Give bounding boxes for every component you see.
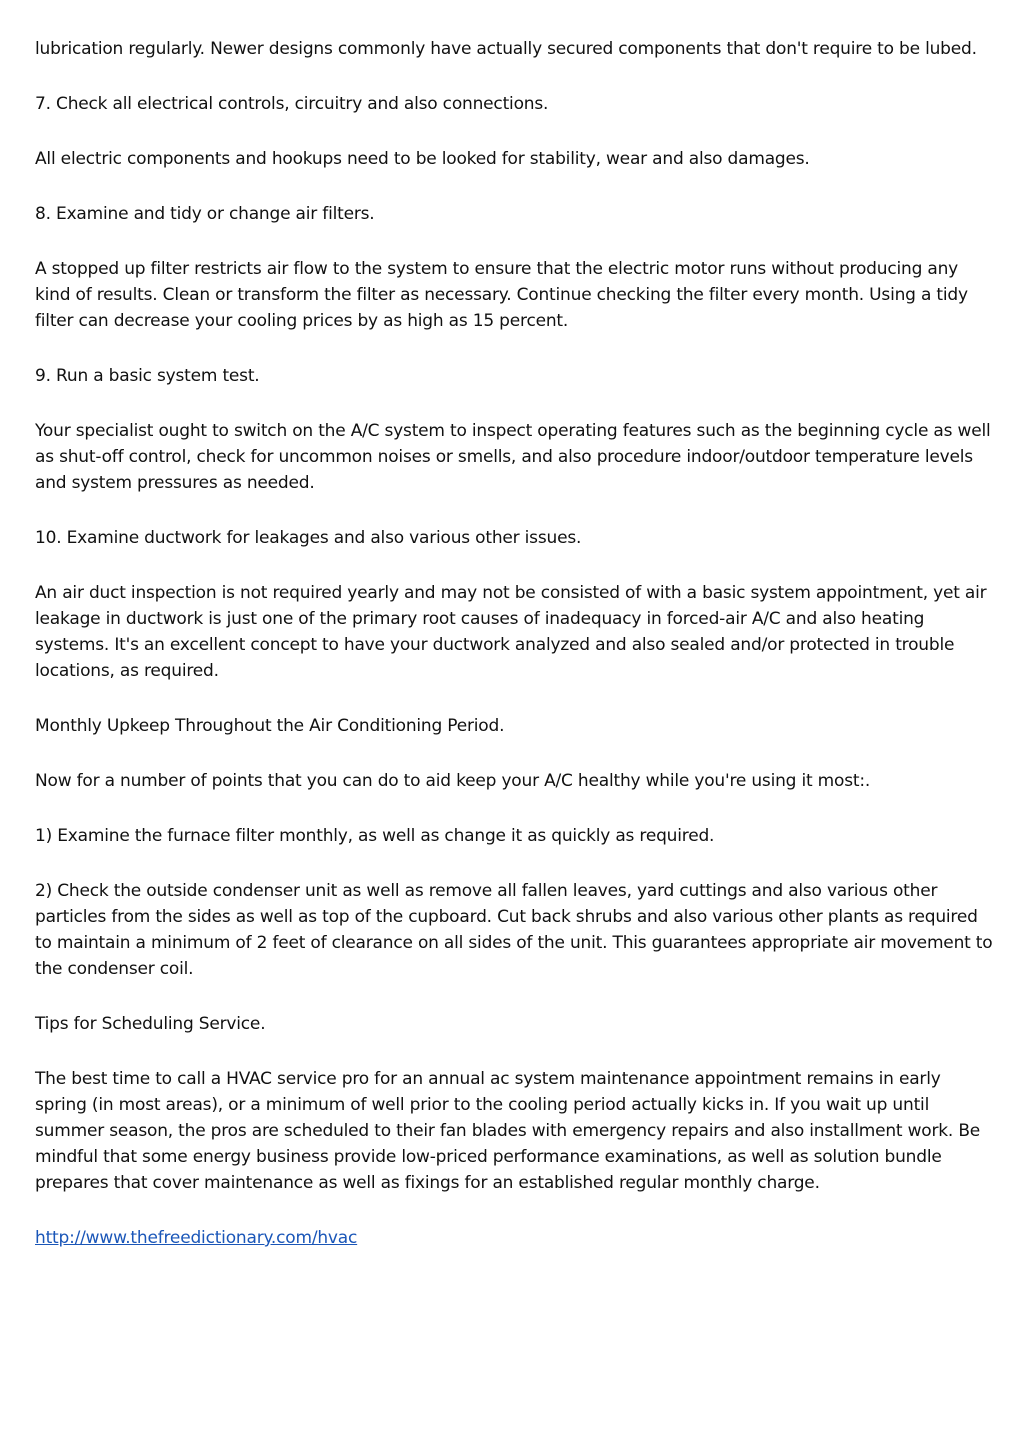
step-8-heading: 8. Examine and tidy or change air filters. [35, 204, 375, 224]
scheduling-tips-heading: Tips for Scheduling Service. [35, 1014, 266, 1034]
paragraph-air-filter: A stopped up filter restricts air flow to the system to ensure that the electric motor runs without producing any kind of results. Clean or transform the filter as necessary. Continue checking the filter every month. Using a tidy filter can decrease your cooling prices by as high as 15 percent. [35, 259, 968, 331]
paragraph-system-test: Your specialist ought to switch on the A/C system to inspect operating features such as the beginning cycle as well as shut-off control, check for uncommon noises or smells, and also procedure indoor/outdoor temperature levels and system pressures as needed. [35, 421, 991, 493]
step-9-heading: 9. Run a basic system test. [35, 366, 260, 386]
document-page [35, 36, 995, 1280]
paragraph-lubrication: lubrication regularly. Newer designs commonly have actually secured components that don't require to be lubed. [35, 39, 977, 59]
source-link-paragraph [35, 1225, 995, 1251]
source-link[interactable]: http://www.thefreedictionary.com/hvac [35, 1228, 358, 1248]
paragraph-scheduling: The best time to call a HVAC service pro for an annual ac system maintenance appointment remains in early spring (in most areas), or a minimum of well prior to the cooling period actually kicks in. If you wait up until summer season, the pros are scheduled to their fan blades with emergency repairs and also installment work. Be mindful that some energy business provide low-priced performance examinations, as well as solution bundle prepares that cover maintenance as well as fixings for an established regular monthly charge. [35, 1069, 981, 1193]
step-10-heading: 10. Examine ductwork for leakages and also various other issues. [35, 528, 582, 548]
monthly-item-2: 2) Check the outside condenser unit as well as remove all fallen leaves, yard cuttings and also various other particles from the sides as well as top of the cupboard. Cut back shrubs and also various other plants as required to maintain a minimum of 2 feet of clearance on all sides of the unit. This guarantees appropriate air movement to the condenser coil. [35, 881, 993, 979]
monthly-item-1: 1) Examine the furnace filter monthly, as well as change it as quickly as required. [35, 826, 715, 846]
monthly-upkeep-heading: Monthly Upkeep Throughout the Air Conditioning Period. [35, 716, 505, 736]
paragraph-electric-components: All electric components and hookups need to be looked for stability, wear and also damages. [35, 149, 810, 169]
paragraph-monthly-intro: Now for a number of points that you can do to aid keep your A/C healthy while you're using it most:. [35, 771, 871, 791]
step-7-heading: 7. Check all electrical controls, circuitry and also connections. [35, 94, 549, 114]
paragraph-ductwork: An air duct inspection is not required yearly and may not be consisted of with a basic system appointment, yet air leakage in ductwork is just one of the primary root causes of inadequacy in forced-air A/C and also heating systems. It's an excellent concept to have your ductwork analyzed and also sealed and/or protected in trouble locations, as required. [35, 583, 987, 681]
